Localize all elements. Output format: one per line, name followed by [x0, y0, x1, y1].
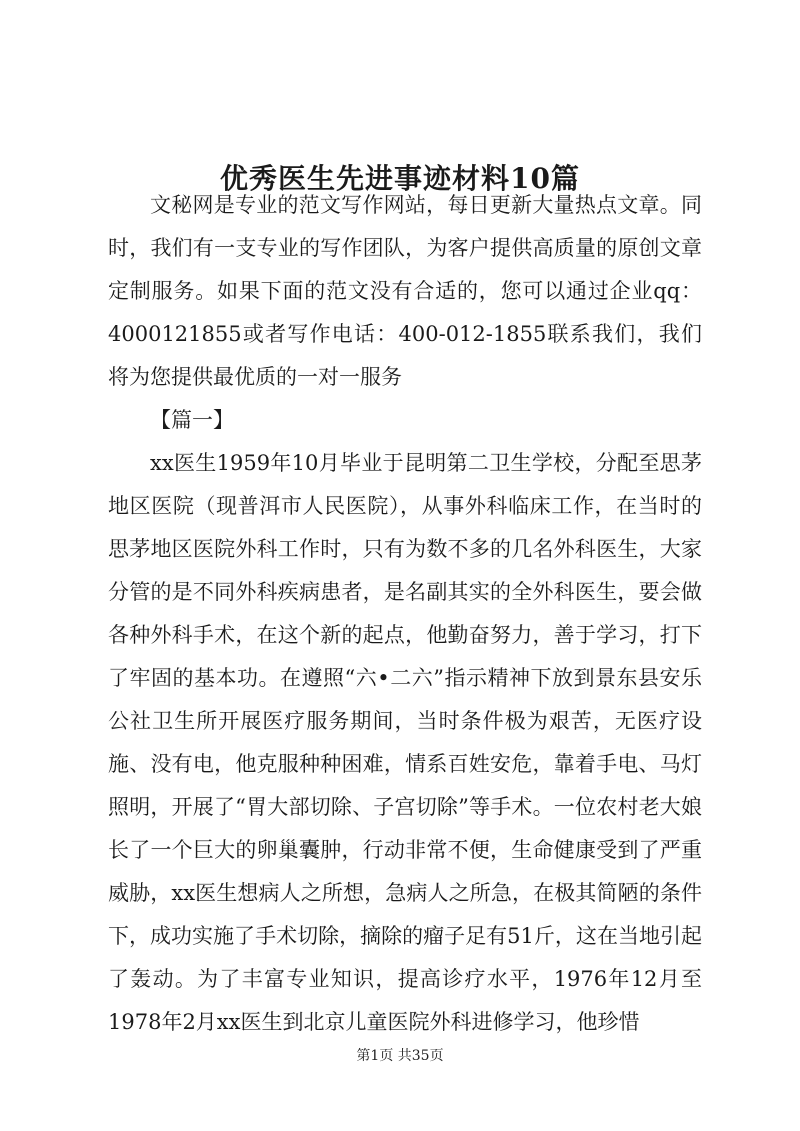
section-paragraph: xx医生1959年10月毕业于昆明第二卫生学校，分配至思茅地区医院（现普洱市人民医院），从事外科临床工作，在当时的思茅地区医院外科工作时，只有为数不多的几名外科医生，大家分管的是不同外科疾病患者，是名副其实的全外科医生，要会做各种外科手术，在这个新的起点，他勤奋努力，善于学习，打下了牢固的基本功。在遵照“六•二六”指示精神下放到景东县安乐公社卫生所开展医疗服务期间，当时条件极为艰苦，无医疗设施、没有电，他克服种种困难，情系百姓安危，靠着手电、马灯照明，开展了“胃大部切除、子宫切除”等手术。一位农村老大娘长了一个巨大的卵巢囊肿，行动非常不便，生命健康受到了严重威胁，xx医生想病人之所想，急病人之所急，在极其简陋的条件下，成功实施了手术切除，摘除的瘤子足有51斤，这在当地引起了轰动。为了丰富专业知识，提高诊疗水平，1976年12月至1978年2月xx医生到北京儿童医院外科进修学习，他珍惜	[108, 451, 702, 1034]
page-number-label: 第1页 共35页	[356, 1048, 444, 1064]
document-body	[108, 184, 702, 1044]
page-footer	[0, 1046, 800, 1066]
intro-paragraph: 文秘网是专业的范文写作网站，每日更新大量热点文章。同时，我们有一支专业的写作团队，为客户提供高质量的原创文章定制服务。如果下面的范文没有合适的，您可以通过企业qq：4000121855或者写作电话：400-012-1855联系我们，我们将为您提供最优质的一对一服务	[108, 193, 702, 389]
section-heading: 【篇一】	[150, 408, 234, 432]
page-title: 优秀医生先进事迹材料10篇	[220, 161, 580, 195]
